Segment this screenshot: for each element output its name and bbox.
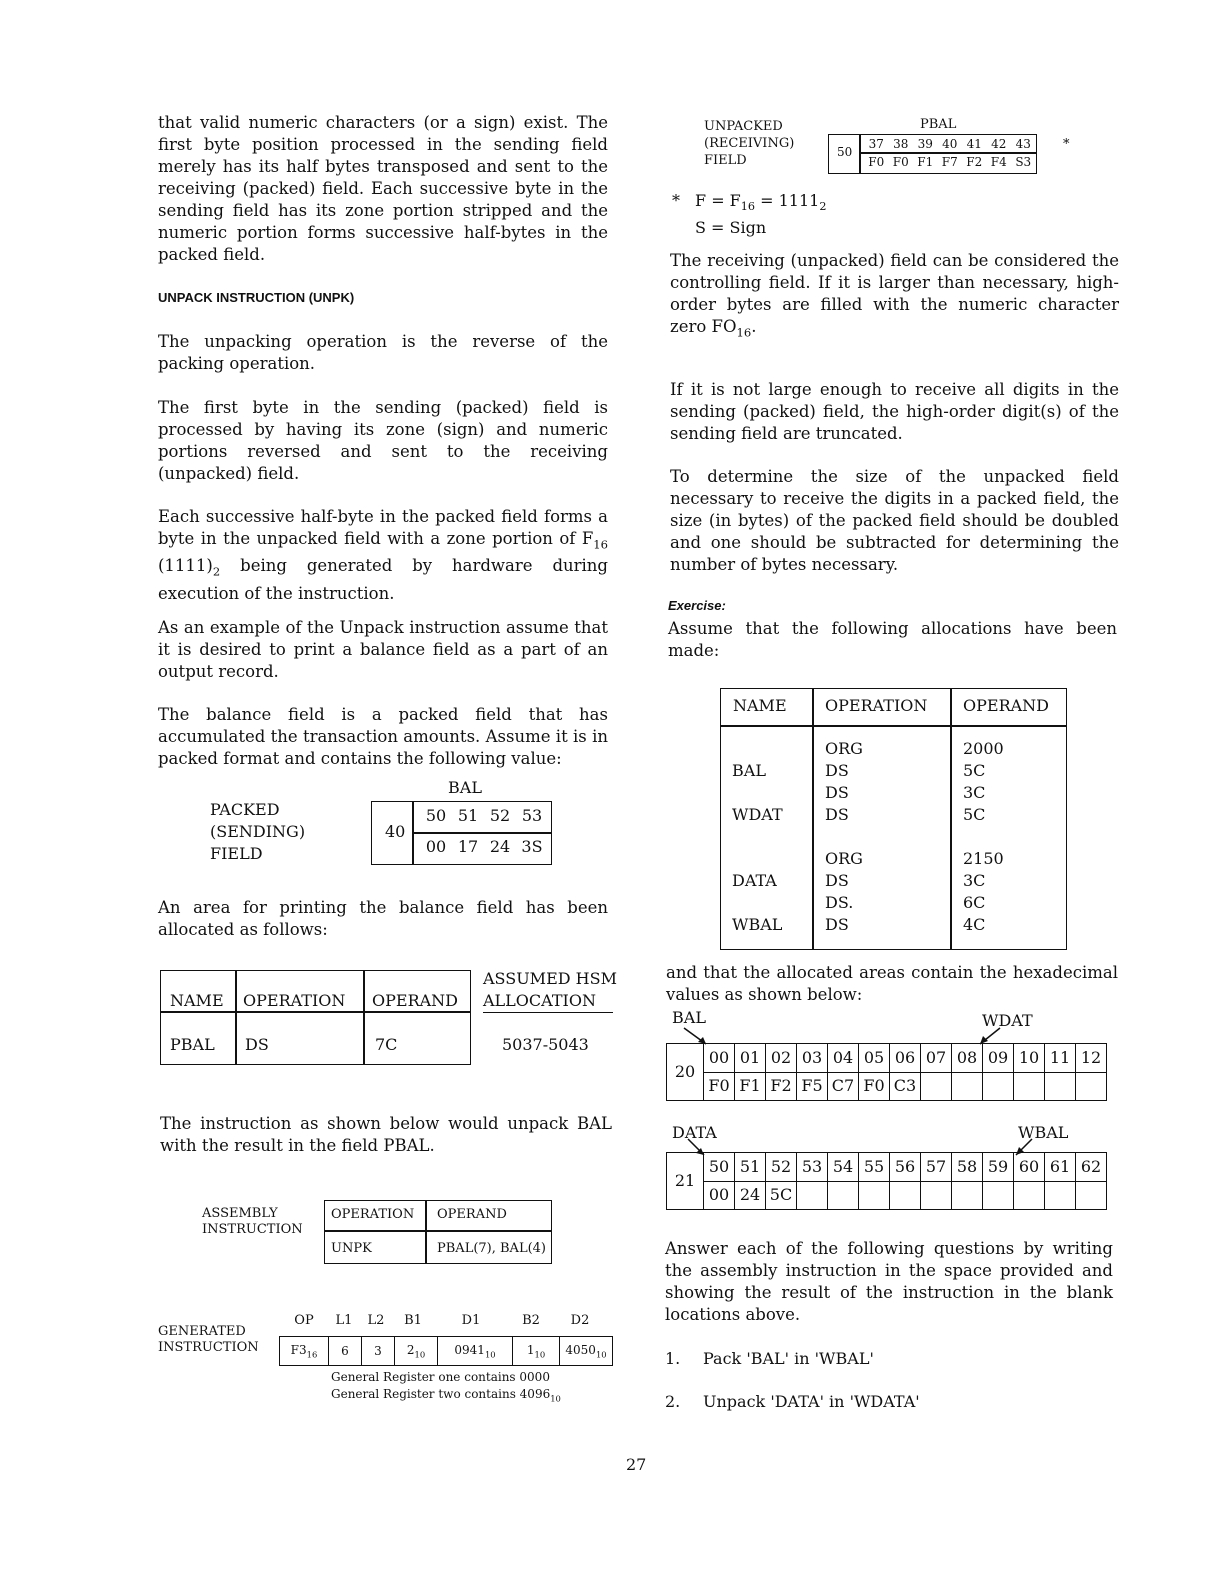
asm-operand: PBAL(7), BAL(4) <box>437 1241 546 1256</box>
paragraph-unpack-reverse: The unpacking operation is the reverse of the packing operation. <box>158 332 608 373</box>
mem2-prefix: 21 <box>667 1153 704 1210</box>
ex-header-name: NAME <box>733 696 787 715</box>
packed-label-1: PACKED <box>210 800 280 819</box>
mem2-label-data: DATA <box>672 1123 717 1142</box>
section-heading-unpk: UNPACK INSTRUCTION (UNPK) <box>158 290 355 305</box>
gen-headers: OP L1 L2 B1 D1 B2 D2 <box>294 1313 590 1328</box>
note-s: S = Sign <box>695 218 767 237</box>
unpacked-label-1: UNPACKED <box>704 119 783 134</box>
mem1-label-wdat: WDAT <box>982 1011 1033 1030</box>
gen-instruction-table: $F3_{16}$ 6 3 $2_{10}$ $0941_{10}$ $1_{10}$ $4050_{10}$ <box>279 1336 613 1366</box>
mem1-table: 20 00 01 02 03 04 05 06 07 08 09 10 11 12 F0 F1 F2 F5 C7 F0 C3 <box>666 1043 1107 1101</box>
paragraph-instruction: The instruction as shown below would unpack BAL with the result in the field PBAL. <box>160 1114 612 1155</box>
paragraph-assume: Assume that the following allocations have been made: <box>668 619 1117 660</box>
alloc-header-name: NAME <box>170 991 224 1010</box>
ex-op-column: ORG DS DS DS ORG DS DS. DS <box>825 739 863 934</box>
note-f: $F = F_{16} = 1111_2$ <box>695 191 827 214</box>
unpacked-addresses: 37 38 39 40 41 42 43 <box>868 137 1031 151</box>
paragraph-size: To determine the size of the unpacked field necessary to receive the digits in a packed field, the size (in bytes) of the packed field should be doubled and one should be subtracted for determining the number of bytes necessary. <box>670 467 1119 574</box>
packed-title-bal: BAL <box>448 778 482 797</box>
paragraph-truncated: If it is not large enough to receive all digits in the sending (packed) field, the high-order digit(s) of the sending field are truncated. <box>670 380 1119 443</box>
mem1-prefix: 20 <box>667 1044 704 1101</box>
unpacked-star: * <box>1063 137 1070 152</box>
gen-note-2: General Register two contains $4096_{10}$ <box>331 1387 561 1404</box>
paragraph-half-byte: Each successive half-byte in the packed field forms a byte in the unpacked field with a zone portion of $F_{16}$ $(1111)_2$ being generated by hardware during execution of the instruction. <box>158 507 608 603</box>
gen-note-1: General Register one contains 0000 <box>331 1370 550 1384</box>
unpacked-prefix: 50 <box>837 145 853 159</box>
question-2: Unpack 'DATA' in 'WDATA' <box>703 1392 920 1411</box>
paragraph-hex-values: and that the allocated areas contain the hexadecimal values as shown below: <box>666 963 1118 1004</box>
asm-header-operand: OPERAND <box>437 1207 507 1222</box>
packed-label-3: FIELD <box>210 844 263 863</box>
question-1: Pack 'BAL' in 'WBAL' <box>703 1349 874 1368</box>
alloc-op: DS <box>245 1035 269 1054</box>
unpacked-label-2: (RECEIVING) <box>704 136 795 151</box>
unpacked-values: F0 F0 F1 F7 F2 F4 S3 <box>868 155 1032 169</box>
unpacked-title-pbal: PBAL <box>920 117 957 132</box>
asm-op: UNPK <box>331 1241 372 1256</box>
gen-label-2: INSTRUCTION <box>158 1340 259 1355</box>
paragraph-controlling: The receiving (unpacked) field can be considered the controlling field. If it is larger than necessary, high-order bytes are filled with the numeric character zero $FO_{16}$. <box>670 251 1119 340</box>
mem2-label-wbal: WBAL <box>1018 1123 1069 1142</box>
packed-values: 00 17 24 3S <box>425 837 543 856</box>
page-number: 27 <box>626 1455 647 1474</box>
question-2-number: 2. <box>665 1392 681 1411</box>
alloc-header-operation: OPERATION <box>243 991 346 1010</box>
gen-label-1: GENERATED <box>158 1324 246 1339</box>
packed-prefix: 40 <box>385 822 406 841</box>
note-star: * <box>672 191 680 210</box>
asm-label-1: ASSEMBLY <box>202 1206 278 1221</box>
alloc-operand: 7C <box>375 1035 398 1054</box>
alloc-name: PBAL <box>170 1035 215 1054</box>
mem1-label-bal: BAL <box>672 1008 706 1027</box>
mem2-table: 21 50 51 52 53 54 55 56 57 58 59 60 61 62 00 24 5C <box>666 1152 1107 1210</box>
asm-header-operation: OPERATION <box>331 1207 415 1222</box>
paragraph-example: As an example of the Unpack instruction assume that it is desired to print a balance field as a part of an output record. <box>158 618 608 681</box>
paragraph-balance-field: The balance field is a packed field that has accumulated the transaction amounts. Assume it is in packed format and contains the following value: <box>158 705 608 768</box>
ex-header-operation: OPERATION <box>825 696 928 715</box>
ex-name-column: BAL WDAT DATA WBAL <box>732 761 783 934</box>
question-1-number: 1. <box>665 1349 681 1368</box>
ex-header-operand: OPERAND <box>963 696 1049 715</box>
asm-label-2: INSTRUCTION <box>202 1222 303 1237</box>
alloc-header-assumed-2: ALLOCATION <box>483 990 613 1013</box>
unpacked-label-3: FIELD <box>704 153 747 168</box>
packed-addresses: 50 51 52 53 <box>425 806 543 825</box>
paragraph-intro: that valid numeric characters (or a sign) exist. The first byte position processed in the sending field merely has its half bytes transposed and sent to the receiving (packed) field. Each successive byte in the sending field has its zone portion stripped and the numeric portion forms successive half-bytes in the packed field. <box>158 113 608 264</box>
paragraph-answer: Answer each of the following questions by writing the assembly instruction in the space provided and showing the result of the instruction in the blank locations above. <box>665 1239 1113 1324</box>
paragraph-print-area: An area for printing the balance field has been allocated as follows: <box>158 898 608 939</box>
paragraph-first-byte: The first byte in the sending (packed) field is processed by having its zone (sign) and numeric portions reversed and sent to the receiving (unpacked) field. <box>158 398 608 483</box>
packed-label-2: (SENDING) <box>210 822 306 841</box>
alloc-header-operand: OPERAND <box>372 991 458 1010</box>
ex-operand-column: 2000 5C 3C 5C 2150 3C 6C 4C <box>963 739 1004 934</box>
alloc-range: 5037-5043 <box>502 1035 589 1054</box>
alloc-header-assumed-1: ASSUMED HSM <box>483 969 617 988</box>
exercise-heading: Exercise: <box>668 598 726 613</box>
